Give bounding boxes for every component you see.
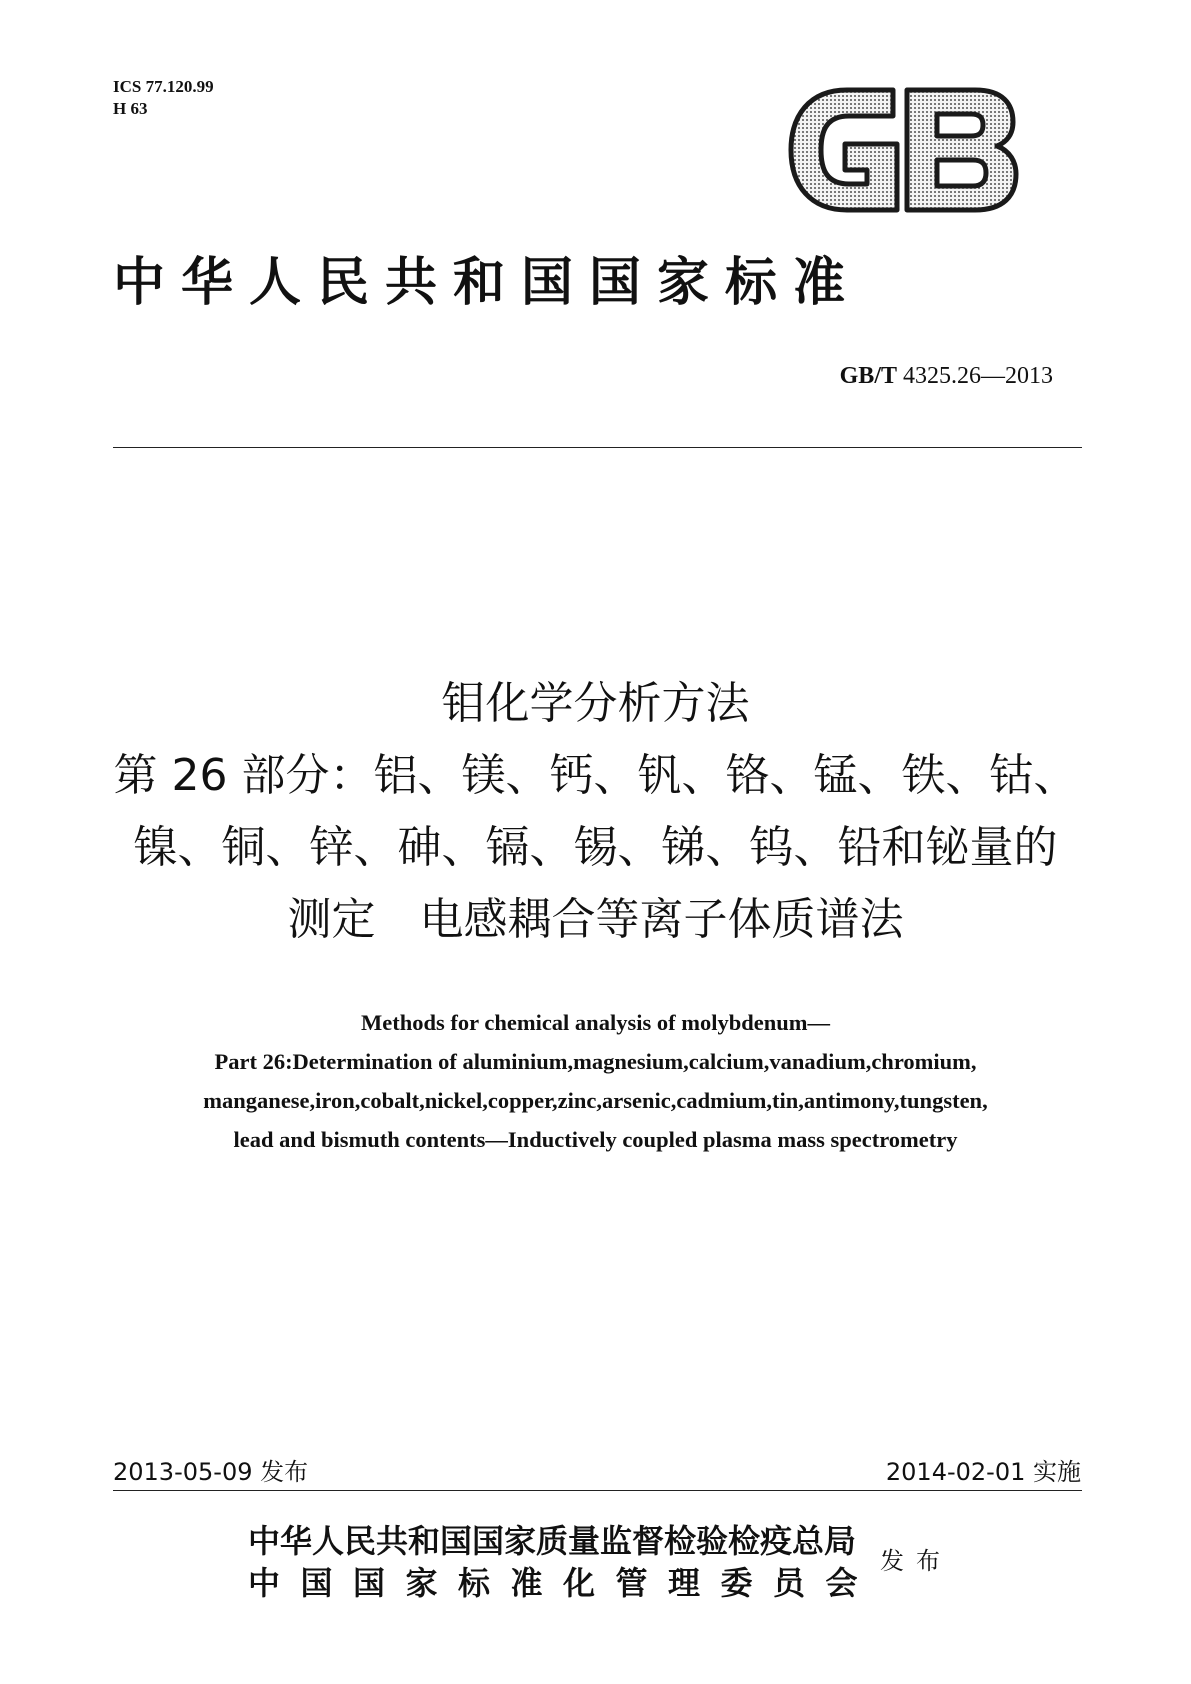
chinese-title-line: 钼化学分析方法 [441, 678, 750, 729]
issuer-line: 中国国家标准化管理委员会 [248, 1564, 879, 1602]
chinese-title-line: 镍、铜、锌、砷、镉、锡、锑、钨、铅和铋量的 [133, 822, 1058, 873]
chinese-title [100, 668, 1091, 956]
standard-number-prefix: GB/T [839, 363, 897, 389]
issue-date: 2013-05-09 发布 [113, 1458, 309, 1486]
chinese-title-line: 测定 电感耦合等离子体质谱法 [287, 894, 904, 945]
english-title-line: Part 26:Determination of aluminium,magnesium,calcium,vanadium,chromium, [214, 1049, 977, 1074]
top-divider [113, 447, 1082, 448]
classification-codes [113, 76, 214, 120]
english-title-line: manganese,iron,cobalt,nickel,copper,zinc,arsenic,cadmium,tin,antimony,tungsten, [203, 1088, 988, 1113]
ics-code: ICS 77.120.99 [113, 77, 214, 96]
logo-letter-g [791, 90, 897, 210]
publish-label: 发布 [880, 1547, 952, 1575]
english-title-line: lead and bismuth contents—Inductively coupled plasma mass spectrometry [233, 1127, 958, 1152]
issuer-line: 中华人民共和国国家质量监督检验检疫总局 [248, 1522, 857, 1560]
chinese-title-line: 第 26 部分：铝、镁、钙、钒、铬、锰、铁、钴、 [113, 750, 1078, 801]
standard-number-value: 4325.26—2013 [903, 363, 1053, 389]
issuing-authorities [248, 1520, 878, 1604]
bottom-divider [113, 1490, 1082, 1491]
english-title [100, 1003, 1091, 1159]
implementation-date: 2014-02-01 实施 [885, 1458, 1081, 1486]
standard-number [840, 363, 1053, 390]
logo-letter-b [907, 90, 1016, 210]
ccs-code: H 63 [113, 99, 148, 118]
english-title-line: Methods for chemical analysis of molybdenum— [361, 1010, 830, 1035]
standard-title: 中华人民共和国国家标准 [113, 252, 862, 313]
gb-logo [785, 86, 1020, 214]
